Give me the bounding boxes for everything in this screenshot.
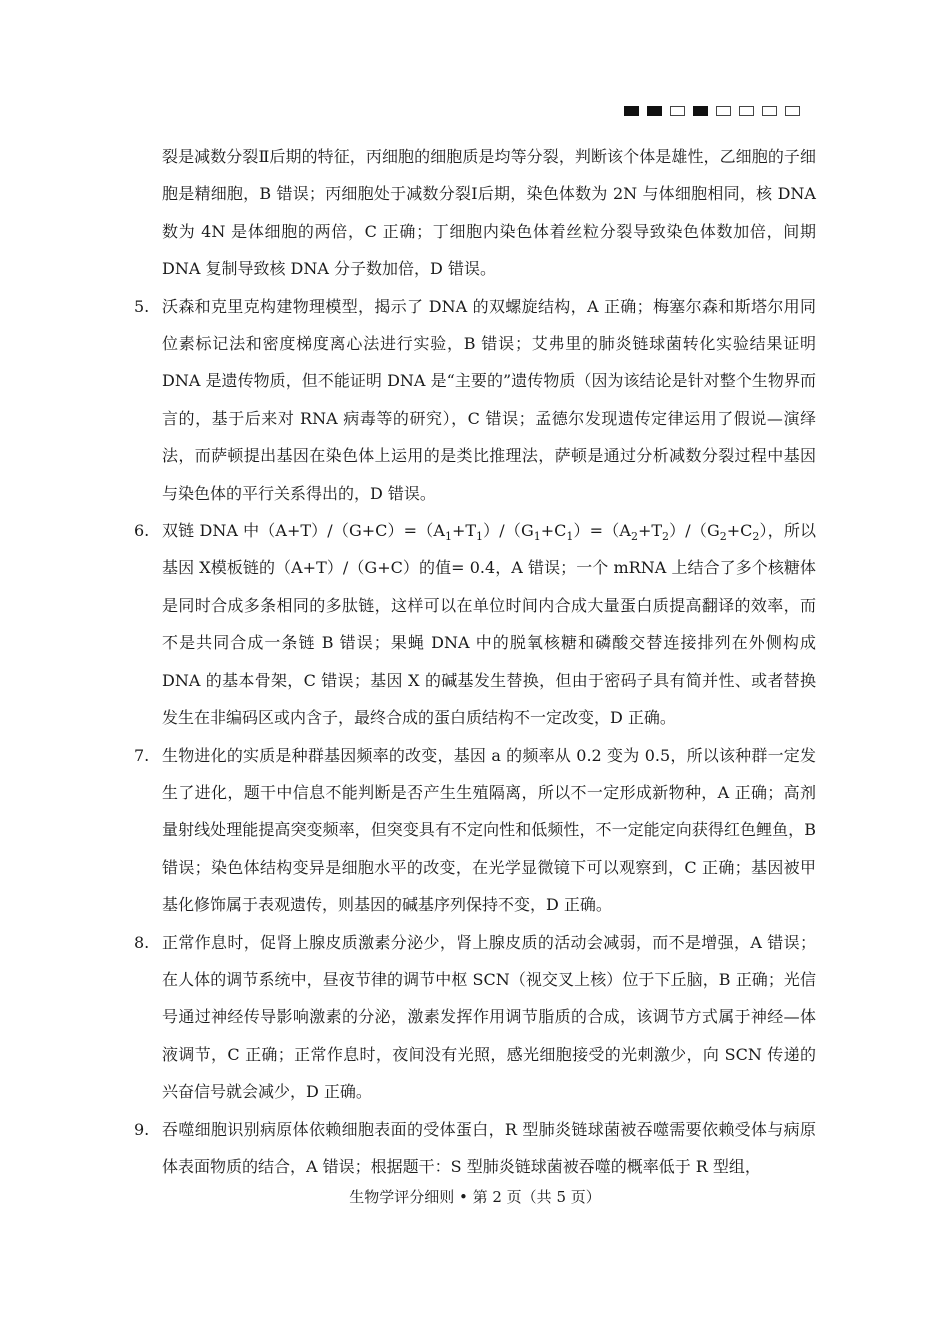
page-indicator — [624, 106, 800, 116]
item-text-rest: 模板链的（A+T）/（G+C）的值= 0.4，A 错误；一个 mRNA 上结合了多个核糖体是同时合成多条相同的多肽链，这样可以在单位时间内合成大量蛋白质提高翻译的效率，而不是共同合成一条链 B 错误；果蝇 DNA 中的脱氧核糖和磷酸交替连接排列在外侧构成 DNA 的基本骨架，C 错误；基因 X 的碱基发生替换，但由于密码子具有简并性、或者替换发生在非编码区或内含子，最终合成的蛋白质结构不一定改变，D 正确。 — [162, 558, 817, 728]
answer-item-6 — [134, 512, 816, 736]
indicator-box-2 — [647, 106, 662, 116]
answer-item-8 — [134, 924, 816, 1111]
answer-item-7 — [134, 737, 816, 924]
indicator-box-6 — [739, 106, 754, 116]
item-number: 8. — [134, 932, 150, 952]
item-number: 7. — [134, 745, 150, 765]
indicator-box-4 — [693, 106, 708, 116]
item-text — [162, 512, 816, 736]
item-text: 生物进化的实质是种群基因频率的改变，基因 a 的频率从 0.2 变为 0.5，所以该种群一定发生了进化，题干中信息不能判断是否产生生殖隔离，所以不一定形成新物种，A 正确；高剂量射线处理能提高突变频率，但突变具有不定向性和低频性，不一定能定向获得红色鲤鱼，B 错误；染色体结构变异是细胞水平的改变，在光学显微镜下可以观察到，C 正确；基因被甲基化修饰属于表观遗传，则基因的碱基序列保持不变，D 正确。 — [162, 745, 816, 915]
indicator-box-1 — [624, 106, 639, 116]
page-footer: 生物学评分细则 • 第 2 页（共 5 页） — [349, 1188, 601, 1206]
indicator-box-8 — [785, 106, 800, 116]
item-number: 5. — [134, 296, 150, 316]
continuation-paragraph: 裂是减数分裂Ⅱ后期的特征，丙细胞的细胞质是均等分裂，判断该个体是雄性，乙细胞的子细胞是精细胞，B 错误；丙细胞处于减数分裂Ⅰ后期，染色体数为 2N 与体细胞相同，核 DNA 数为 4N 是体细胞的两倍，C 正确；丁细胞内染色体着丝粒分裂导致染色体数加倍，间期 DNA 复制导致核 DNA 分子数加倍，D 错误。 — [162, 147, 816, 279]
answer-item-9 — [134, 1111, 816, 1186]
item-number: 6. — [134, 521, 150, 541]
item-text: 吞噬细胞识别病原体依赖细胞表面的受体蛋白，R 型肺炎链球菌被吞噬需要依赖受体与病原体表面物质的结合，A 错误；根据题干：S 型肺炎链球菌被吞噬的概率低于 R 型组， — [162, 1119, 816, 1176]
page-content — [134, 138, 816, 1185]
item-number: 9. — [134, 1119, 150, 1139]
formula-line: 双链 DNA 中$(A+T)/(G+C)=(A_1+T_1)/(G_1+C_1)=(A_2+T_2)/(G_2+C_2)$，所以基因 X — [162, 521, 816, 578]
indicator-box-7 — [762, 106, 777, 116]
indicator-box-5 — [716, 106, 731, 116]
answer-item-5 — [134, 288, 816, 512]
item-text: 正常作息时，促肾上腺皮质激素分泌少，肾上腺皮质的活动会减弱，而不是增强，A 错误；在人体的调节系统中，昼夜节律的调节中枢 SCN（视交叉上核）位于下丘脑，B 正确；光信号通过神经传导影响激素的分泌，激素发挥作用调节脂质的合成，该调节方式属于神经—体液调节，C 正确；正常作息时，夜间没有光照，感光细胞接受的光刺激少，向 SCN 传递的兴奋信号就会减少，D 正确。 — [162, 932, 816, 1102]
indicator-box-3 — [670, 106, 685, 116]
item-text: 沃森和克里克构建物理模型，揭示了 DNA 的双螺旋结构，A 正确；梅塞尔森和斯塔尔用同位素标记法和密度梯度离心法进行实验，B 错误；艾弗里的肺炎链球菌转化实验结果证明 DNA 是遗传物质，但不能证明 DNA 是“主要的”遗传物质（因为该结论是针对整个生物界而言的，基于后来对 RNA 病毒等的研究），C 错误；孟德尔发现遗传定律运用了假说—演绎法，而萨顿提出基因在染色体上运用的是类比推理法，萨顿是通过分析减数分裂过程中基因与染色体的平行关系得出的，D 错误。 — [162, 296, 816, 503]
